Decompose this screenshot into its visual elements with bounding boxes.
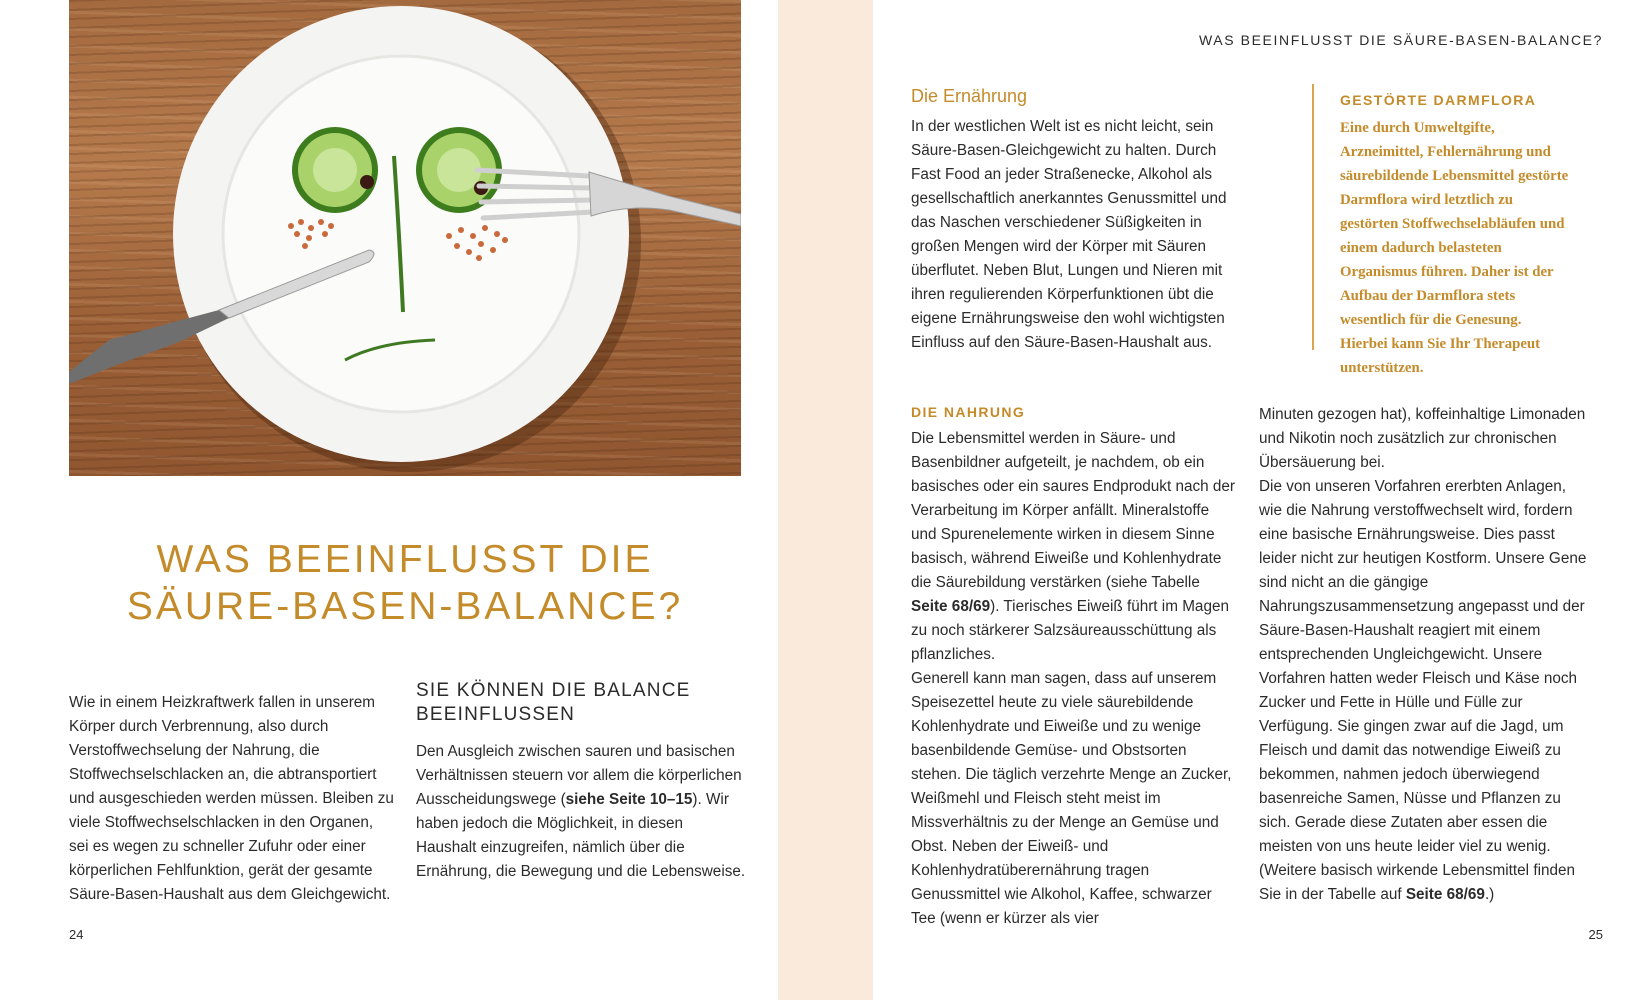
table-reference: Seite 68/69 — [911, 598, 991, 615]
balance-paragraph — [416, 740, 746, 884]
balance-subheading — [416, 679, 746, 727]
nahrung-col2-p1: Minuten gezogen hat), koffeinhaltige Limonaden und Nikotin noch zusätzlich zur chronischen Übersäuerung bei. — [1259, 406, 1586, 471]
sidebar-body: Eine durch Umweltgifte, Arzneimittel, Fehlernährung und säurebildende Lebensmittel gestörte Darmflora wird letztlich zu gestörten Stoffwechselabläufen und einem dadurch belasteten Organismus führen. Daher ist der Aufbau der Darmflora stets wesentlich für die Genesung. Hierbei kann Sie Ihr Therapeut unterstützen. — [1340, 120, 1569, 376]
chapter-title-line2: SÄURE-BASEN-BALANCE? — [126, 585, 684, 628]
page-number-left: 24 — [69, 927, 84, 942]
balance-subheading-line2: BEEINFLUSSEN — [416, 704, 576, 725]
nahrung-column-2 — [1259, 403, 1589, 907]
right-page — [873, 0, 1649, 1000]
sidebar-title: GESTÖRTE DARMFLORA — [1340, 92, 1537, 108]
cucumber-left-eye — [292, 127, 378, 213]
nahrung-col2-p3-text-1: (Weitere basisch wirkende Lebensmittel finden Sie in der Tabelle auf — [1259, 862, 1576, 903]
balance-paragraph-text-1: Den Ausgleich zwischen sauren und basischen Verhältnissen steuern vor allem die körperlichen Ausscheidungswege ( — [416, 743, 742, 808]
nahrung-p1-text-1: Die Lebensmittel werden in Säure- und Basenbildner aufgeteilt, je nachdem, ob ein basisches oder ein saures Endprodukt nach der Verarbeitung im Körper anfällt. Mineralstoffe und Spurenelemente wirken in diesem Sinne basisch, während Eiweiße und Kohlenhydrate die Säurebildung verstärken (siehe Tabelle — [911, 430, 1235, 591]
intro-paragraph: Wie in einem Heizkraftwerk fallen in unserem Körper durch Verbrennung, also durch Verstoffwechselung der Nahrung, die Stoffwechselschlacken an, die abtransportiert und ausgeschieden werden müssen. Bleiben zu viele Stoffwechselschlacken in den Organen, sei es wegen zu schneller Zufuhr oder einer körperlichen Fehlfunktion, gerät der gesamte Säure-Basen-Haushalt aus dem Gleichgewicht. — [69, 694, 394, 903]
balance-paragraph-text-2: ). Wir haben jedoch die Möglichkeit, in diesen Haushalt einzugreifen, nämlich über die Ernährung, die Bewegung und die Lebensweise. — [416, 791, 746, 880]
nahrung-p1-text-2: ). Tierisches Eiweiß führt im Magen zu noch stärkerer Salzsäureausschüttung als pflanzliches. — [911, 598, 1229, 663]
ernaehrung-paragraph: In der westlichen Welt ist es nicht leicht, sein Säure-Basen-Gleichgewicht zu halten. Durch Fast Food an jeder Straßenecke, Alkohol als gesellschaftlich anerkanntes Genussmittel und das Naschen verschiedener Süßigkeiten in großen Mengen wird der Körper mit Säuren überflutet. Neben Blut, Lungen und Nieren mit ihren regulierenden Körperfunktionen übt die eigene Ernährungsweise den wohl wichtigsten Einfluss auf den Säure-Basen-Haushalt aus. — [911, 118, 1227, 351]
nahrung-heading: DIE NAHRUNG — [911, 404, 1026, 420]
page-number-right: 25 — [1588, 927, 1603, 942]
plate-illustration — [69, 0, 741, 476]
nahrung-col2-p3-text-2: .) — [1484, 886, 1495, 903]
balance-subheading-line1: SIE KÖNNEN DIE BALANCE — [416, 680, 691, 701]
ernaehrung-heading: Die Ernährung — [911, 86, 1028, 106]
chapter-title-line1: WAS BEEINFLUSST DIE — [156, 538, 654, 581]
page-reference: siehe Seite 10–15 — [565, 791, 693, 808]
nahrung-column-1 — [911, 427, 1236, 931]
plate-face-photo — [69, 0, 741, 476]
chapter-title — [69, 536, 741, 630]
table-reference-2: Seite 68/69 — [1405, 886, 1485, 903]
running-head: WAS BEEINFLUSST DIE SÄURE-BASEN-BALANCE? — [1199, 32, 1603, 48]
left-page — [0, 0, 778, 1000]
nahrung-col2-p2: Die von unseren Vorfahren ererbten Anlagen, wie die Nahrung verstoffwechselt wird, fordern eine basische Ernährungsweise. Dies passt leider nicht zur heutigen Kostform. Unsere Gene sind nicht an die gängige Nahrungszusammensetzung angepasst und der Säure-Basen-Haushalt reagiert mit einem entsprechenden Ungleichgewicht. Unsere Vorfahren hatten weder Fleisch und Käse noch Zucker und Fette in Hülle und Fülle zur Verfügung. Sie gingen zwar auf die Jagd, um Fleisch und damit das notwendige Eiweiß zu bekommen, nahmen jedoch überwiegend basenreiche Samen, Nüsse und Pflanzen zu sich. Gerade diese Zutaten aber essen die meisten von uns heute leider viel zu wenig. — [1259, 478, 1587, 855]
nahrung-p2: Generell kann man sagen, dass auf unserem Speisezettel heute zu viele säurebildende Kohlenhydrate und Eiweiße und zu wenige basenbildende Gemüse- und Obstsorten stehen. Die täglich verzehrte Menge an Zucker, Weißmehl und Fleisch steht meist im Missverhältnis zu der Menge an Gemüse und Obst. Neben der Eiweiß- und Kohlenhydratüberernährung tragen Genussmittel wie Alkohol, Kaffee, schwarzer Tee (wenn er kürzer als vier — [911, 670, 1232, 927]
gutter-band — [778, 0, 873, 1000]
darmflora-sidebar — [1312, 84, 1570, 376]
nahrung-col2-p3 — [1259, 859, 1589, 907]
